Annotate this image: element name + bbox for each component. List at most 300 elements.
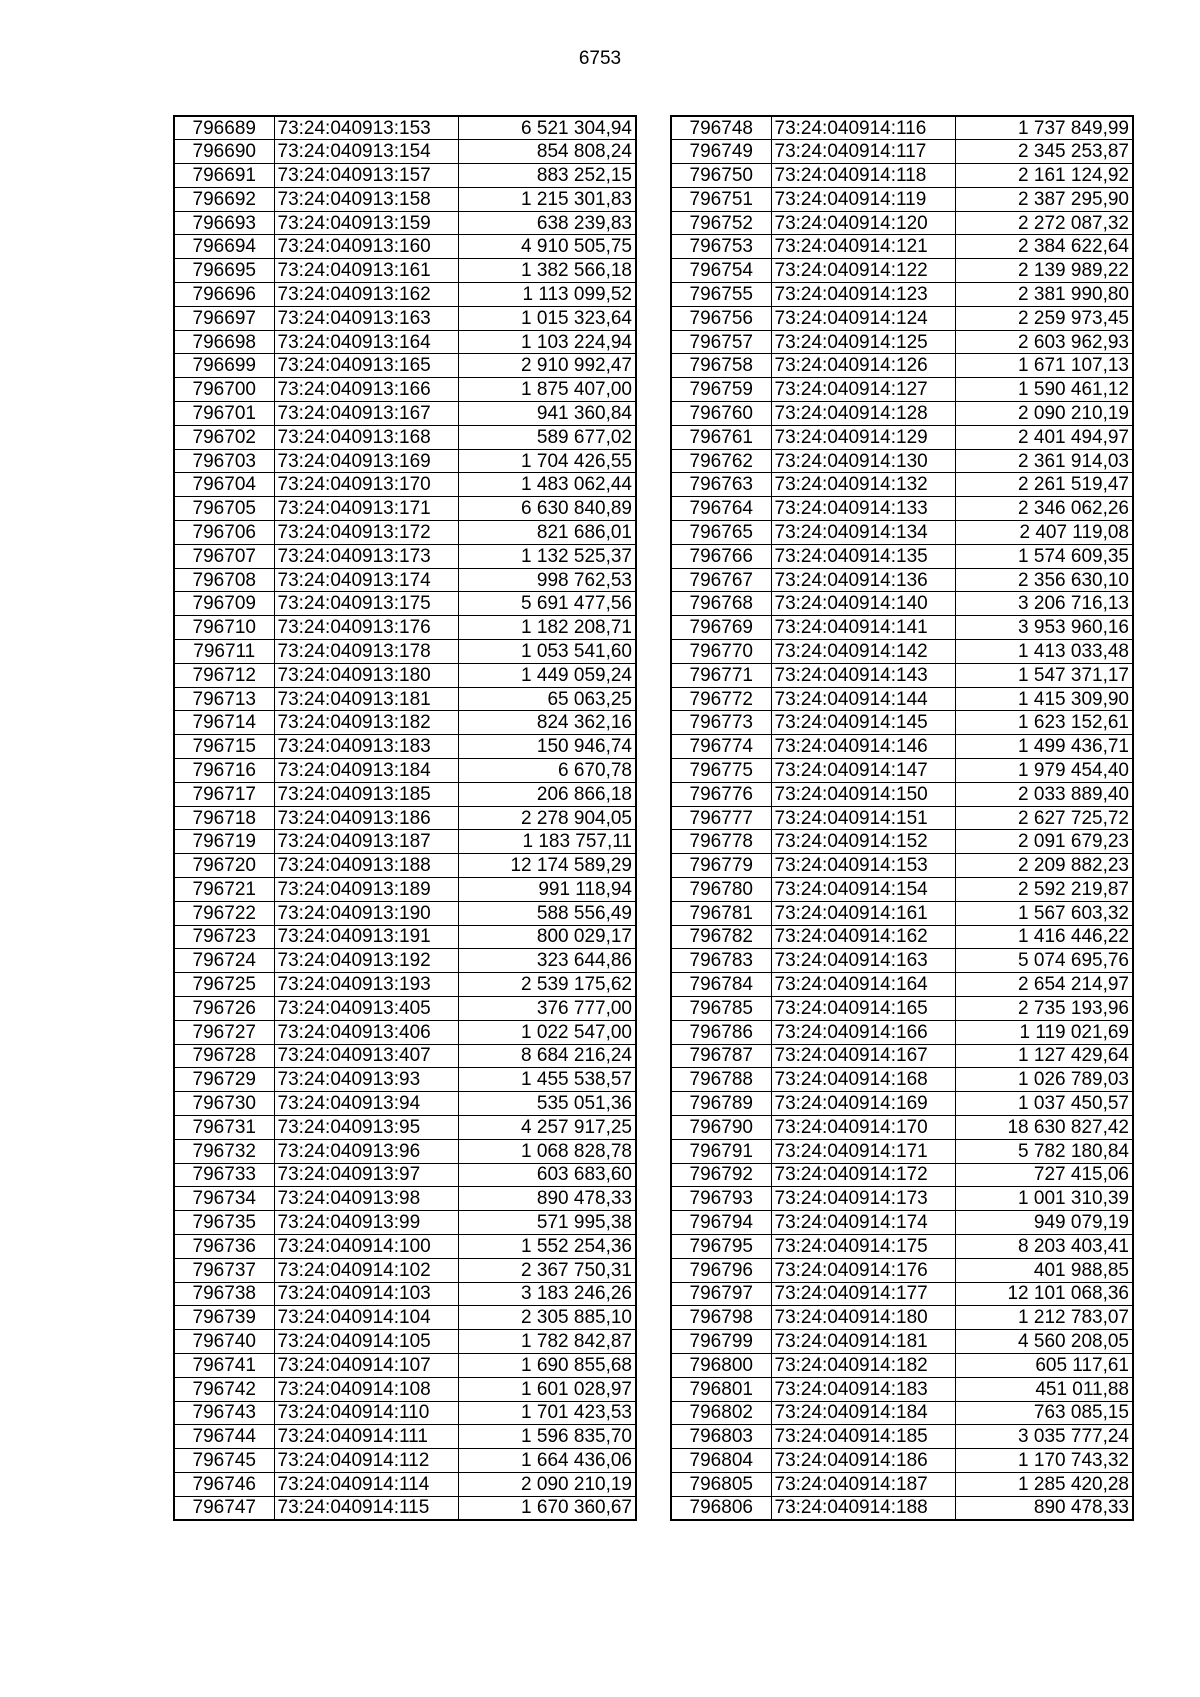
record-number-cell: 796712 — [174, 663, 274, 687]
value-cell: 2 259 973,45 — [955, 306, 1133, 330]
table-row — [174, 901, 636, 925]
table-row — [671, 616, 1133, 640]
cadastral-number-cell: 73:24:040914:133 — [771, 497, 955, 521]
table-row — [671, 330, 1133, 354]
cadastral-number-cell: 73:24:040913:180 — [274, 663, 458, 687]
record-number-cell: 796725 — [174, 973, 274, 997]
table-row — [174, 592, 636, 616]
value-cell: 2 261 519,47 — [955, 473, 1133, 497]
table-row — [174, 973, 636, 997]
value-cell: 1 690 855,68 — [458, 1353, 636, 1377]
value-cell: 824 362,16 — [458, 711, 636, 735]
cadastral-number-cell: 73:24:040913:160 — [274, 235, 458, 259]
cadastral-number-cell: 73:24:040914:171 — [771, 1139, 955, 1163]
table-row — [174, 1044, 636, 1068]
value-cell: 998 762,53 — [458, 568, 636, 592]
record-number-cell: 796763 — [671, 473, 771, 497]
value-cell: 1 979 454,40 — [955, 759, 1133, 783]
value-cell: 2 539 175,62 — [458, 973, 636, 997]
value-cell: 323 644,86 — [458, 949, 636, 973]
table-row — [671, 806, 1133, 830]
value-cell: 12 174 589,29 — [458, 854, 636, 878]
table-row — [671, 425, 1133, 449]
record-number-cell: 796705 — [174, 497, 274, 521]
cadastral-number-cell: 73:24:040913:193 — [274, 973, 458, 997]
cadastral-number-cell: 73:24:040913:182 — [274, 711, 458, 735]
table-row — [671, 306, 1133, 330]
record-number-cell: 796750 — [671, 164, 771, 188]
record-number-cell: 796738 — [174, 1282, 274, 1306]
table-row — [671, 1092, 1133, 1116]
value-cell: 605 117,61 — [955, 1353, 1133, 1377]
cadastral-number-cell: 73:24:040914:165 — [771, 996, 955, 1020]
cadastral-number-cell: 73:24:040914:185 — [771, 1425, 955, 1449]
record-number-cell: 796752 — [671, 211, 771, 235]
cadastral-number-cell: 73:24:040913:188 — [274, 854, 458, 878]
record-number-cell: 796741 — [174, 1353, 274, 1377]
value-cell: 2 161 124,92 — [955, 164, 1133, 188]
table-row — [174, 140, 636, 164]
cadastral-number-cell: 73:24:040914:147 — [771, 759, 955, 783]
table-row — [671, 521, 1133, 545]
table-row — [671, 544, 1133, 568]
record-number-cell: 796760 — [671, 402, 771, 426]
record-number-cell: 796703 — [174, 449, 274, 473]
cadastral-number-cell: 73:24:040913:157 — [274, 164, 458, 188]
cadastral-number-cell: 73:24:040913:187 — [274, 830, 458, 854]
cadastral-number-cell: 73:24:040913:165 — [274, 354, 458, 378]
value-cell: 883 252,15 — [458, 164, 636, 188]
table-row — [174, 782, 636, 806]
table-row — [174, 187, 636, 211]
table-row — [174, 759, 636, 783]
record-number-cell: 796693 — [174, 211, 274, 235]
table-row — [174, 1472, 636, 1496]
table-row — [671, 1330, 1133, 1354]
table-row — [174, 616, 636, 640]
value-cell: 65 063,25 — [458, 687, 636, 711]
value-cell: 1 132 525,37 — [458, 544, 636, 568]
record-number-cell: 796716 — [174, 759, 274, 783]
value-cell: 18 630 827,42 — [955, 1115, 1133, 1139]
cadastral-number-cell: 73:24:040914:181 — [771, 1330, 955, 1354]
record-number-cell: 796756 — [671, 306, 771, 330]
record-number-cell: 796722 — [174, 901, 274, 925]
value-cell: 1 212 783,07 — [955, 1306, 1133, 1330]
table-row — [174, 1449, 636, 1473]
value-cell: 991 118,94 — [458, 878, 636, 902]
table-row — [671, 164, 1133, 188]
cadastral-number-cell: 73:24:040913:162 — [274, 283, 458, 307]
value-cell: 1 499 436,71 — [955, 735, 1133, 759]
table-row — [671, 354, 1133, 378]
cadastral-number-cell: 73:24:040913:161 — [274, 259, 458, 283]
record-number-cell: 796798 — [671, 1306, 771, 1330]
value-cell: 571 995,38 — [458, 1211, 636, 1235]
cadastral-number-cell: 73:24:040913:164 — [274, 330, 458, 354]
record-number-cell: 796765 — [671, 521, 771, 545]
cadastral-number-cell: 73:24:040913:181 — [274, 687, 458, 711]
table-row — [174, 1425, 636, 1449]
cadastral-number-cell: 73:24:040914:129 — [771, 425, 955, 449]
record-number-cell: 796776 — [671, 782, 771, 806]
record-number-cell: 796694 — [174, 235, 274, 259]
table-row — [671, 854, 1133, 878]
record-number-cell: 796788 — [671, 1068, 771, 1092]
table-row — [174, 1020, 636, 1044]
cadastral-number-cell: 73:24:040914:173 — [771, 1187, 955, 1211]
record-number-cell: 796728 — [174, 1044, 274, 1068]
value-cell: 401 988,85 — [955, 1258, 1133, 1282]
value-cell: 3 035 777,24 — [955, 1425, 1133, 1449]
table-row — [174, 663, 636, 687]
value-cell: 1 113 099,52 — [458, 283, 636, 307]
value-cell: 8 684 216,24 — [458, 1044, 636, 1068]
table-row — [671, 878, 1133, 902]
table-row — [174, 1496, 636, 1520]
page-number: 6753 — [578, 48, 622, 69]
table-row — [671, 1282, 1133, 1306]
cadastral-number-cell: 73:24:040913:97 — [274, 1163, 458, 1187]
table-row — [174, 711, 636, 735]
cadastral-number-cell: 73:24:040914:170 — [771, 1115, 955, 1139]
table-row — [671, 116, 1133, 140]
cadastral-number-cell: 73:24:040914:145 — [771, 711, 955, 735]
cadastral-number-cell: 73:24:040913:153 — [274, 116, 458, 140]
cadastral-number-cell: 73:24:040913:167 — [274, 402, 458, 426]
record-number-cell: 796723 — [174, 925, 274, 949]
cadastral-number-cell: 73:24:040913:178 — [274, 640, 458, 664]
cadastral-number-cell: 73:24:040913:173 — [274, 544, 458, 568]
value-cell: 2 387 295,90 — [955, 187, 1133, 211]
record-number-cell: 796770 — [671, 640, 771, 664]
cadastral-number-cell: 73:24:040914:115 — [274, 1496, 458, 1520]
cadastral-number-cell: 73:24:040914:134 — [771, 521, 955, 545]
value-cell: 6 670,78 — [458, 759, 636, 783]
table-row — [671, 235, 1133, 259]
record-number-cell: 796803 — [671, 1425, 771, 1449]
right-data-table — [670, 115, 1134, 1521]
record-number-cell: 796713 — [174, 687, 274, 711]
record-number-cell: 796732 — [174, 1139, 274, 1163]
value-cell: 2 091 679,23 — [955, 830, 1133, 854]
cadastral-number-cell: 73:24:040914:187 — [771, 1472, 955, 1496]
value-cell: 2 384 622,64 — [955, 235, 1133, 259]
value-cell: 588 556,49 — [458, 901, 636, 925]
cadastral-number-cell: 73:24:040913:186 — [274, 806, 458, 830]
value-cell: 2 346 062,26 — [955, 497, 1133, 521]
value-cell: 941 360,84 — [458, 402, 636, 426]
value-cell: 2 272 087,32 — [955, 211, 1133, 235]
value-cell: 8 203 403,41 — [955, 1234, 1133, 1258]
value-cell: 2 139 989,22 — [955, 259, 1133, 283]
value-cell: 589 677,02 — [458, 425, 636, 449]
record-number-cell: 796779 — [671, 854, 771, 878]
table-row — [174, 544, 636, 568]
cadastral-number-cell: 73:24:040914:100 — [274, 1234, 458, 1258]
value-cell: 1 547 371,17 — [955, 663, 1133, 687]
cadastral-number-cell: 73:24:040914:184 — [771, 1401, 955, 1425]
table-row — [174, 568, 636, 592]
value-cell: 1 670 360,67 — [458, 1496, 636, 1520]
value-cell: 2 627 725,72 — [955, 806, 1133, 830]
record-number-cell: 796731 — [174, 1115, 274, 1139]
cadastral-number-cell: 73:24:040914:182 — [771, 1353, 955, 1377]
cadastral-number-cell: 73:24:040914:121 — [771, 235, 955, 259]
value-cell: 1 170 743,32 — [955, 1449, 1133, 1473]
record-number-cell: 796754 — [671, 259, 771, 283]
cadastral-number-cell: 73:24:040913:185 — [274, 782, 458, 806]
cadastral-number-cell: 73:24:040914:125 — [771, 330, 955, 354]
table-row — [174, 1234, 636, 1258]
cadastral-number-cell: 73:24:040914:122 — [771, 259, 955, 283]
value-cell: 1 416 446,22 — [955, 925, 1133, 949]
table-row — [671, 996, 1133, 1020]
cadastral-number-cell: 73:24:040913:176 — [274, 616, 458, 640]
cadastral-number-cell: 73:24:040914:127 — [771, 378, 955, 402]
record-number-cell: 796701 — [174, 402, 274, 426]
record-number-cell: 796795 — [671, 1234, 771, 1258]
cadastral-number-cell: 73:24:040914:140 — [771, 592, 955, 616]
table-row — [671, 1258, 1133, 1282]
record-number-cell: 796707 — [174, 544, 274, 568]
table-row — [671, 1306, 1133, 1330]
value-cell: 1 574 609,35 — [955, 544, 1133, 568]
record-number-cell: 796730 — [174, 1092, 274, 1116]
cadastral-number-cell: 73:24:040914:163 — [771, 949, 955, 973]
value-cell: 1 413 033,48 — [955, 640, 1133, 664]
table-row — [174, 1330, 636, 1354]
value-cell: 3 206 716,13 — [955, 592, 1133, 616]
record-number-cell: 796721 — [174, 878, 274, 902]
table-row — [174, 473, 636, 497]
record-number-cell: 796702 — [174, 425, 274, 449]
table-row — [174, 1258, 636, 1282]
record-number-cell: 796700 — [174, 378, 274, 402]
record-number-cell: 796692 — [174, 187, 274, 211]
record-number-cell: 796786 — [671, 1020, 771, 1044]
value-cell: 1 596 835,70 — [458, 1425, 636, 1449]
cadastral-number-cell: 73:24:040914:117 — [771, 140, 955, 164]
record-number-cell: 796796 — [671, 1258, 771, 1282]
record-number-cell: 796736 — [174, 1234, 274, 1258]
table-row — [671, 592, 1133, 616]
table-row — [671, 140, 1133, 164]
cadastral-number-cell: 73:24:040914:183 — [771, 1377, 955, 1401]
cadastral-number-cell: 73:24:040914:142 — [771, 640, 955, 664]
record-number-cell: 796691 — [174, 164, 274, 188]
record-number-cell: 796689 — [174, 116, 274, 140]
cadastral-number-cell: 73:24:040914:114 — [274, 1472, 458, 1496]
cadastral-number-cell: 73:24:040914:136 — [771, 568, 955, 592]
record-number-cell: 796772 — [671, 687, 771, 711]
cadastral-number-cell: 73:24:040914:107 — [274, 1353, 458, 1377]
cadastral-number-cell: 73:24:040914:164 — [771, 973, 955, 997]
cadastral-number-cell: 73:24:040914:152 — [771, 830, 955, 854]
cadastral-number-cell: 73:24:040914:120 — [771, 211, 955, 235]
table-row — [174, 1187, 636, 1211]
value-cell: 854 808,24 — [458, 140, 636, 164]
record-number-cell: 796740 — [174, 1330, 274, 1354]
cadastral-number-cell: 73:24:040914:102 — [274, 1258, 458, 1282]
table-row — [671, 1068, 1133, 1092]
value-cell: 2 401 494,97 — [955, 425, 1133, 449]
cadastral-number-cell: 73:24:040914:119 — [771, 187, 955, 211]
record-number-cell: 796774 — [671, 735, 771, 759]
table-row — [174, 259, 636, 283]
value-cell: 1 552 254,36 — [458, 1234, 636, 1258]
value-cell: 3 953 960,16 — [955, 616, 1133, 640]
cadastral-number-cell: 73:24:040913:166 — [274, 378, 458, 402]
value-cell: 2 090 210,19 — [955, 402, 1133, 426]
record-number-cell: 796695 — [174, 259, 274, 283]
record-number-cell: 796762 — [671, 449, 771, 473]
table-row — [671, 1425, 1133, 1449]
value-cell: 1 053 541,60 — [458, 640, 636, 664]
value-cell: 1 015 323,64 — [458, 306, 636, 330]
value-cell: 1 483 062,44 — [458, 473, 636, 497]
table-row — [671, 1353, 1133, 1377]
cadastral-number-cell: 73:24:040914:103 — [274, 1282, 458, 1306]
cadastral-number-cell: 73:24:040913:189 — [274, 878, 458, 902]
table-row — [174, 116, 636, 140]
value-cell: 150 946,74 — [458, 735, 636, 759]
cadastral-number-cell: 73:24:040914:116 — [771, 116, 955, 140]
value-cell: 1 623 152,61 — [955, 711, 1133, 735]
table-row — [174, 402, 636, 426]
cadastral-number-cell: 73:24:040913:93 — [274, 1068, 458, 1092]
table-row — [671, 687, 1133, 711]
value-cell: 1 022 547,00 — [458, 1020, 636, 1044]
record-number-cell: 796789 — [671, 1092, 771, 1116]
record-number-cell: 796711 — [174, 640, 274, 664]
value-cell: 1 183 757,11 — [458, 830, 636, 854]
record-number-cell: 796777 — [671, 806, 771, 830]
cadastral-number-cell: 73:24:040913:98 — [274, 1187, 458, 1211]
record-number-cell: 796771 — [671, 663, 771, 687]
cadastral-number-cell: 73:24:040914:110 — [274, 1401, 458, 1425]
record-number-cell: 796797 — [671, 1282, 771, 1306]
value-cell: 1 001 310,39 — [955, 1187, 1133, 1211]
cadastral-number-cell: 73:24:040914:112 — [274, 1449, 458, 1473]
table-row — [174, 164, 636, 188]
table-row — [174, 806, 636, 830]
table-row — [174, 735, 636, 759]
table-row — [671, 1377, 1133, 1401]
table-row — [174, 1139, 636, 1163]
value-cell: 2 407 119,08 — [955, 521, 1133, 545]
value-cell: 1 285 420,28 — [955, 1472, 1133, 1496]
table-row — [174, 949, 636, 973]
value-cell: 2 356 630,10 — [955, 568, 1133, 592]
value-cell: 2 592 219,87 — [955, 878, 1133, 902]
value-cell: 3 183 246,26 — [458, 1282, 636, 1306]
cadastral-number-cell: 73:24:040913:163 — [274, 306, 458, 330]
cadastral-number-cell: 73:24:040914:180 — [771, 1306, 955, 1330]
table-row — [174, 854, 636, 878]
table-row — [174, 687, 636, 711]
value-cell: 1 590 461,12 — [955, 378, 1133, 402]
cadastral-number-cell: 73:24:040914:143 — [771, 663, 955, 687]
record-number-cell: 796747 — [174, 1496, 274, 1520]
table-row — [671, 1187, 1133, 1211]
value-cell: 1 026 789,03 — [955, 1068, 1133, 1092]
table-row — [671, 1020, 1133, 1044]
record-number-cell: 796767 — [671, 568, 771, 592]
table-row — [671, 568, 1133, 592]
record-number-cell: 796768 — [671, 592, 771, 616]
record-number-cell: 796793 — [671, 1187, 771, 1211]
cadastral-number-cell: 73:24:040913:192 — [274, 949, 458, 973]
record-number-cell: 796784 — [671, 973, 771, 997]
cadastral-number-cell: 73:24:040913:169 — [274, 449, 458, 473]
record-number-cell: 796783 — [671, 949, 771, 973]
value-cell: 1 215 301,83 — [458, 187, 636, 211]
table-row — [671, 663, 1133, 687]
record-number-cell: 796775 — [671, 759, 771, 783]
value-cell: 1 415 309,90 — [955, 687, 1133, 711]
right-table-body — [671, 116, 1133, 1520]
table-row — [671, 735, 1133, 759]
table-row — [174, 878, 636, 902]
value-cell: 1 737 849,99 — [955, 116, 1133, 140]
record-number-cell: 796724 — [174, 949, 274, 973]
table-row — [671, 497, 1133, 521]
cadastral-number-cell: 73:24:040914:128 — [771, 402, 955, 426]
table-row — [671, 973, 1133, 997]
value-cell: 2 735 193,96 — [955, 996, 1133, 1020]
table-row — [671, 211, 1133, 235]
record-number-cell: 796764 — [671, 497, 771, 521]
cadastral-number-cell: 73:24:040914:168 — [771, 1068, 955, 1092]
table-row — [671, 949, 1133, 973]
record-number-cell: 796800 — [671, 1353, 771, 1377]
table-row — [671, 782, 1133, 806]
cadastral-number-cell: 73:24:040913:183 — [274, 735, 458, 759]
value-cell: 821 686,01 — [458, 521, 636, 545]
table-row — [671, 640, 1133, 664]
value-cell: 2 381 990,80 — [955, 283, 1133, 307]
record-number-cell: 796805 — [671, 1472, 771, 1496]
table-row — [174, 497, 636, 521]
record-number-cell: 796790 — [671, 1115, 771, 1139]
table-row — [174, 830, 636, 854]
record-number-cell: 796799 — [671, 1330, 771, 1354]
cadastral-number-cell: 73:24:040913:95 — [274, 1115, 458, 1139]
table-row — [671, 1496, 1133, 1520]
value-cell: 1 068 828,78 — [458, 1139, 636, 1163]
value-cell: 2 090 210,19 — [458, 1472, 636, 1496]
table-row — [174, 1282, 636, 1306]
value-cell: 5 074 695,76 — [955, 949, 1133, 973]
cadastral-number-cell: 73:24:040914:172 — [771, 1163, 955, 1187]
cadastral-number-cell: 73:24:040914:105 — [274, 1330, 458, 1354]
table-row — [174, 235, 636, 259]
value-cell: 1 455 538,57 — [458, 1068, 636, 1092]
value-cell: 451 011,88 — [955, 1377, 1133, 1401]
record-number-cell: 796743 — [174, 1401, 274, 1425]
table-row — [671, 1211, 1133, 1235]
record-number-cell: 796782 — [671, 925, 771, 949]
cadastral-number-cell: 73:24:040914:162 — [771, 925, 955, 949]
cadastral-number-cell: 73:24:040913:405 — [274, 996, 458, 1020]
value-cell: 1 382 566,18 — [458, 259, 636, 283]
record-number-cell: 796802 — [671, 1401, 771, 1425]
value-cell: 2 603 962,93 — [955, 330, 1133, 354]
record-number-cell: 796759 — [671, 378, 771, 402]
table-row — [174, 1163, 636, 1187]
cadastral-number-cell: 73:24:040914:169 — [771, 1092, 955, 1116]
